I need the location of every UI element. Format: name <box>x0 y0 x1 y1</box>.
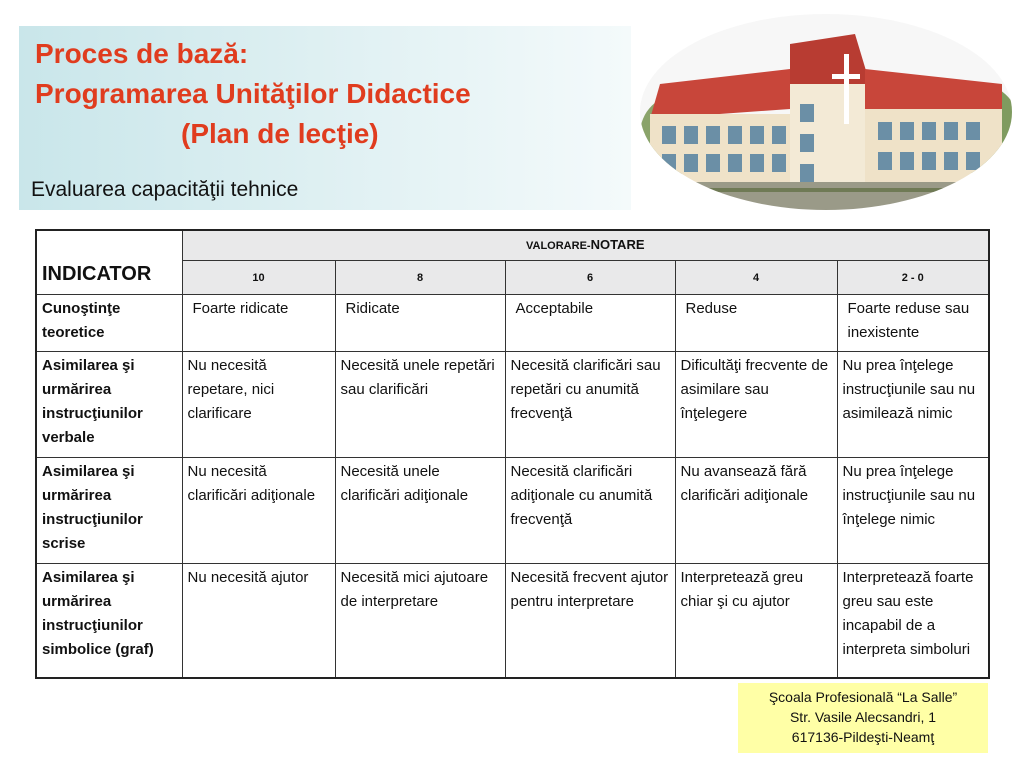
table-cell: Foarte reduse sau inexistente <box>837 295 989 352</box>
table-cell: Nu necesită clarificări adiţionale <box>182 458 335 564</box>
table-cell: Dificultăţi frecvente de asimilare sau înţelegere <box>675 352 837 458</box>
subtitle: Evaluarea capacităţii tehnice <box>31 178 299 201</box>
table-cell: Necesită clarificări adiţionale cu anumită frecvenţă <box>505 458 675 564</box>
table-cell: Nu necesită ajutor <box>182 564 335 678</box>
title-line-1: Proces de bază: <box>35 38 249 69</box>
table-cell: Necesită clarificări sau repetări cu anumită frecvenţă <box>505 352 675 458</box>
table-cell: Reduse <box>675 295 837 352</box>
indicator-header: INDICATOR <box>36 230 182 295</box>
group-header-large: NOTARE <box>590 237 645 252</box>
table-cell: Necesită unele repetări sau clarificări <box>335 352 505 458</box>
school-building-photo <box>640 14 1012 210</box>
table-cell: Nu prea înţelege instrucţiunile sau nu înţelege nimic <box>837 458 989 564</box>
score-header-6: 6 <box>505 261 675 295</box>
score-header-4: 4 <box>675 261 837 295</box>
table-cell: Interpretează foarte greu sau este incapabil de a interpreta simboluri <box>837 564 989 678</box>
table-row <box>36 564 989 678</box>
table-row <box>36 458 989 564</box>
school-street: Str. Vasile Alecsandri, 1 <box>789 709 937 725</box>
row-indicator: Asimilarea şi urmărirea instrucţiunilor verbale <box>36 352 182 458</box>
title-line-3: (Plan de lecţie) <box>181 118 379 149</box>
school-postal: 617136-Pildeşti-Neamţ <box>791 729 935 745</box>
evaluation-table <box>35 229 990 679</box>
table-cell: Interpretează greu chiar şi cu ajutor <box>675 564 837 678</box>
table-row <box>36 295 989 352</box>
score-header-8: 8 <box>335 261 505 295</box>
score-header-10: 10 <box>182 261 335 295</box>
row-indicator: Cunoştinţe teoretice <box>36 295 182 352</box>
table-cell: Nu avansează fără clarificări adiţionale <box>675 458 837 564</box>
row-indicator: Asimilarea şi urmărirea instrucţiunilor simbolice (graf) <box>36 564 182 678</box>
title-line-2: Programarea Unităţilor Didactice <box>35 78 471 109</box>
table-cell: Acceptabile <box>505 295 675 352</box>
title-panel <box>19 26 631 210</box>
table-cell: Necesită frecvent ajutor pentru interpretare <box>505 564 675 678</box>
group-header-small: VALORARE- <box>526 240 591 252</box>
table-cell: Foarte ridicate <box>182 295 335 352</box>
group-header <box>182 230 989 261</box>
score-header-2-0: 2 - 0 <box>837 261 989 295</box>
row-indicator: Asimilarea şi urmărirea instrucţiunilor scrise <box>36 458 182 564</box>
school-address-box <box>738 683 988 753</box>
table-cell: Nu prea înţelege instrucţiunile sau nu asimilează nimic <box>837 352 989 458</box>
table-cell: Necesită unele clarificări adiţionale <box>335 458 505 564</box>
table-row <box>36 352 989 458</box>
table-cell: Nu necesită repetare, nici clarificare <box>182 352 335 458</box>
table-cell: Necesită mici ajutoare de interpretare <box>335 564 505 678</box>
table-cell: Ridicate <box>335 295 505 352</box>
school-name: Şcoala Profesională “La Salle” <box>768 689 958 705</box>
